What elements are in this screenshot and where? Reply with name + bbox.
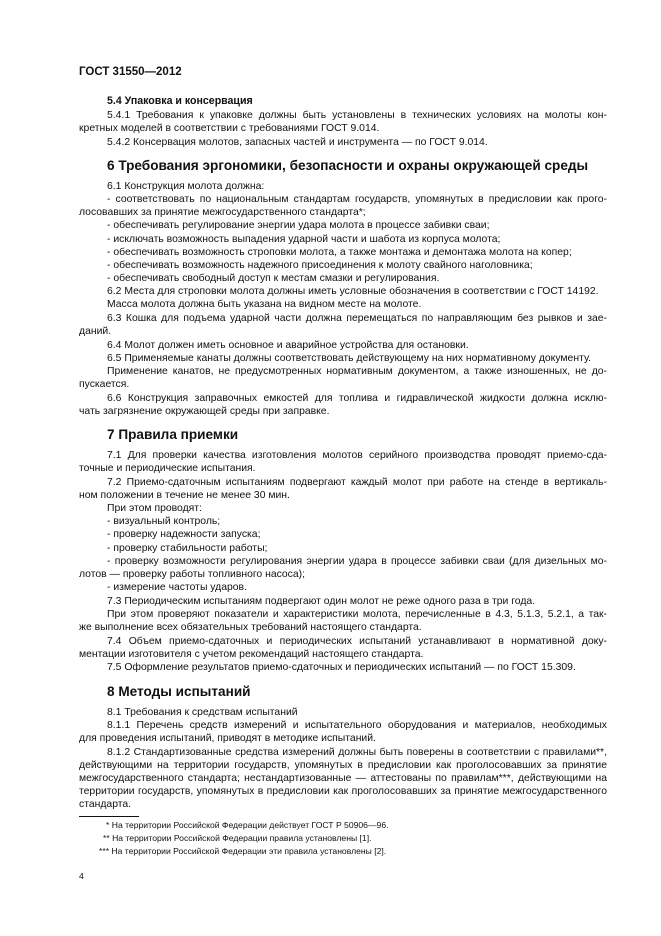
- bullet-6-1-6: - обеспечивать свободный доступ к местам смазки и регулирования.: [107, 273, 440, 284]
- page-number: 4: [79, 871, 84, 881]
- paragraph-6-3-line2: даний.: [79, 326, 112, 337]
- paragraph-7-2-line2: ном положении в течение не менее 30 мин.: [79, 490, 290, 501]
- paragraph-7-1-line2: точные и периодические испытания.: [79, 463, 256, 474]
- bullet-7-2-4-line1: - проверку возможности регулирования энергии удара в процессе забивки сваи (для дизельных мо-: [107, 556, 607, 567]
- bullet-7-2-5: - измерение частоты ударов.: [107, 582, 247, 593]
- bullet-7-2-4-line2: лотов — проверку работы топливного насоса);: [79, 569, 306, 580]
- paragraph-5-4-1-line2: кретных моделей в соответствии с требованиями ГОСТ 9.014.: [79, 123, 380, 134]
- paragraph-7-4-line2: ментации изготовителя с учетом рекомендаций настоящего стандарта.: [79, 649, 424, 660]
- section-title-8: 8 Методы испытаний: [107, 684, 251, 699]
- paragraph-8-1-2-line2: действующими на территории государств, упомянутых в предисловии как проголосовавших за принятие: [79, 760, 607, 771]
- paragraph-5-4-2: 5.4.2 Консервация молотов, запасных частей и инструмента — по ГОСТ 9.014.: [107, 137, 488, 148]
- paragraph-6-4: 6.4 Молот должен иметь основное и аварийное устройства для остановки.: [107, 340, 469, 351]
- paragraph-8-1-1-line1: 8.1.1 Перечень средств измерений и испытательного оборудования и материалов, необходимых: [107, 720, 607, 731]
- bullet-6-1-4: - обеспечивать возможность строповки молота, а также монтажа и демонтажа молота на копер;: [107, 247, 572, 258]
- bullet-7-2-3: - проверку стабильности работы;: [107, 543, 268, 554]
- section-title-6: 6 Требования эргономики, безопасности и охраны окружающей среды: [107, 158, 589, 173]
- bullet-6-1-1-line2: лосовавших за принятие межгосударственного стандарта*;: [79, 207, 366, 218]
- bullet-6-1-5: - обеспечивать возможность надежного присоединения к молоту свайного наголовника;: [107, 260, 533, 271]
- paragraph-7-4-line1: 7.4 Объем приемо-сдаточных и периодических испытаний устанавливают в нормативной доку-: [107, 636, 607, 647]
- footnote-2: ** На территории Российской Федерации правила установлены [1].: [103, 833, 372, 843]
- paragraph-6-6-line2: чать загрязнение окружающей среды при заправке.: [79, 406, 330, 417]
- paragraph-6-3-line1: 6.3 Кошка для подъема ударной части должна перемещаться по направляющим без рывков и зае-: [107, 313, 607, 324]
- paragraph-8-1: 8.1 Требования к средствам испытаний: [107, 707, 298, 718]
- paragraph-7-3-check-line1: При этом проверяют показатели и характеристики молота, перечисленные в 4.3, 5.1.3, 5.2.1, а так-: [107, 609, 607, 620]
- footnote-1: * На территории Российской Федерации действует ГОСТ Р 50906—96.: [106, 820, 389, 830]
- bullet-7-2-1: - визуальный контроль;: [107, 516, 221, 527]
- paragraph-7-2-line1: 7.2 Приемо-сдаточным испытаниям подвергают каждый молот при работе на стенде в вертикаль-: [107, 477, 607, 488]
- paragraph-8-1-2-line4: территории государств, упомянутых в предисловии как проголосовавших за принятие межгосударственного: [79, 786, 607, 797]
- paragraph-6-6-line1: 6.6 Конструкция заправочных емкостей для топлива и гидравлической жидкости должна исклю-: [107, 393, 607, 404]
- paragraph-6-1: 6.1 Конструкция молота должна:: [107, 181, 265, 192]
- paragraph-8-1-2-line5: стандарта.: [79, 799, 132, 810]
- bullet-6-1-3: - исключать возможность выпадения ударной части и шабота из корпуса молота;: [107, 234, 501, 245]
- bullet-6-1-1-line1: - соответствовать по национальным стандартам государств, упомянутых в предисловии как прого-: [107, 194, 607, 205]
- paragraph-6-2-mass: Масса молота должна быть указана на видном месте на молоте.: [107, 299, 422, 310]
- paragraph-7-3-check-line2: же выполнение всех обязательных требований настоящего стандарта.: [79, 622, 422, 633]
- paragraph-7-2-conduct: При этом проводят:: [107, 503, 202, 514]
- paragraph-8-1-2-line1: 8.1.2 Стандартизованные средства измерений должны быть поверены в соответствии с правилами**,: [107, 747, 607, 758]
- footnote-divider: [79, 816, 139, 817]
- paragraph-7-3: 7.3 Периодическим испытаниям подвергают один молот не реже одного раза в три года.: [107, 596, 536, 607]
- paragraph-6-5-ropes-line1: Применение канатов, не предусмотренных нормативным документом, а также изношенных, не до-: [107, 366, 607, 377]
- paragraph-7-1-line1: 7.1 Для проверки качества изготовления молотов серийного производства проводят приемо-сда-: [107, 450, 607, 461]
- paragraph-7-5: 7.5 Оформление результатов приемо-сдаточных и периодических испытаний — по ГОСТ 15.309.: [107, 662, 576, 673]
- subsection-title-5-4: 5.4 Упаковка и консервация: [107, 95, 253, 107]
- document-header: ГОСТ 31550—2012: [79, 66, 182, 78]
- bullet-6-1-2: - обеспечивать регулирование энергии удара молота в процессе забивки сваи;: [107, 220, 490, 231]
- paragraph-5-4-1-line1: 5.4.1 Требования к упаковке должны быть установлены в технических условиях на молоты кон-: [107, 110, 607, 121]
- paragraph-6-5: 6.5 Применяемые канаты должны соответствовать действующему на них нормативному документу.: [107, 353, 591, 364]
- paragraph-8-1-1-line2: для проведения испытаний, приводят в методике испытаний.: [79, 733, 376, 744]
- bullet-7-2-2: - проверку надежности запуска;: [107, 529, 261, 540]
- paragraph-6-2: 6.2 Места для строповки молота должны иметь условные обозначения в соответствии с ГОСТ 14192.: [107, 286, 599, 297]
- paragraph-8-1-2-line3: межгосударственного стандарта; нестандартизованные — аттестованы по правилам***, действующими на: [79, 773, 607, 784]
- paragraph-6-5-ropes-line2: пускается.: [79, 379, 130, 390]
- section-title-7: 7 Правила приемки: [107, 427, 239, 442]
- footnote-3: *** На территории Российской Федерации эти правила установлены [2].: [99, 846, 387, 856]
